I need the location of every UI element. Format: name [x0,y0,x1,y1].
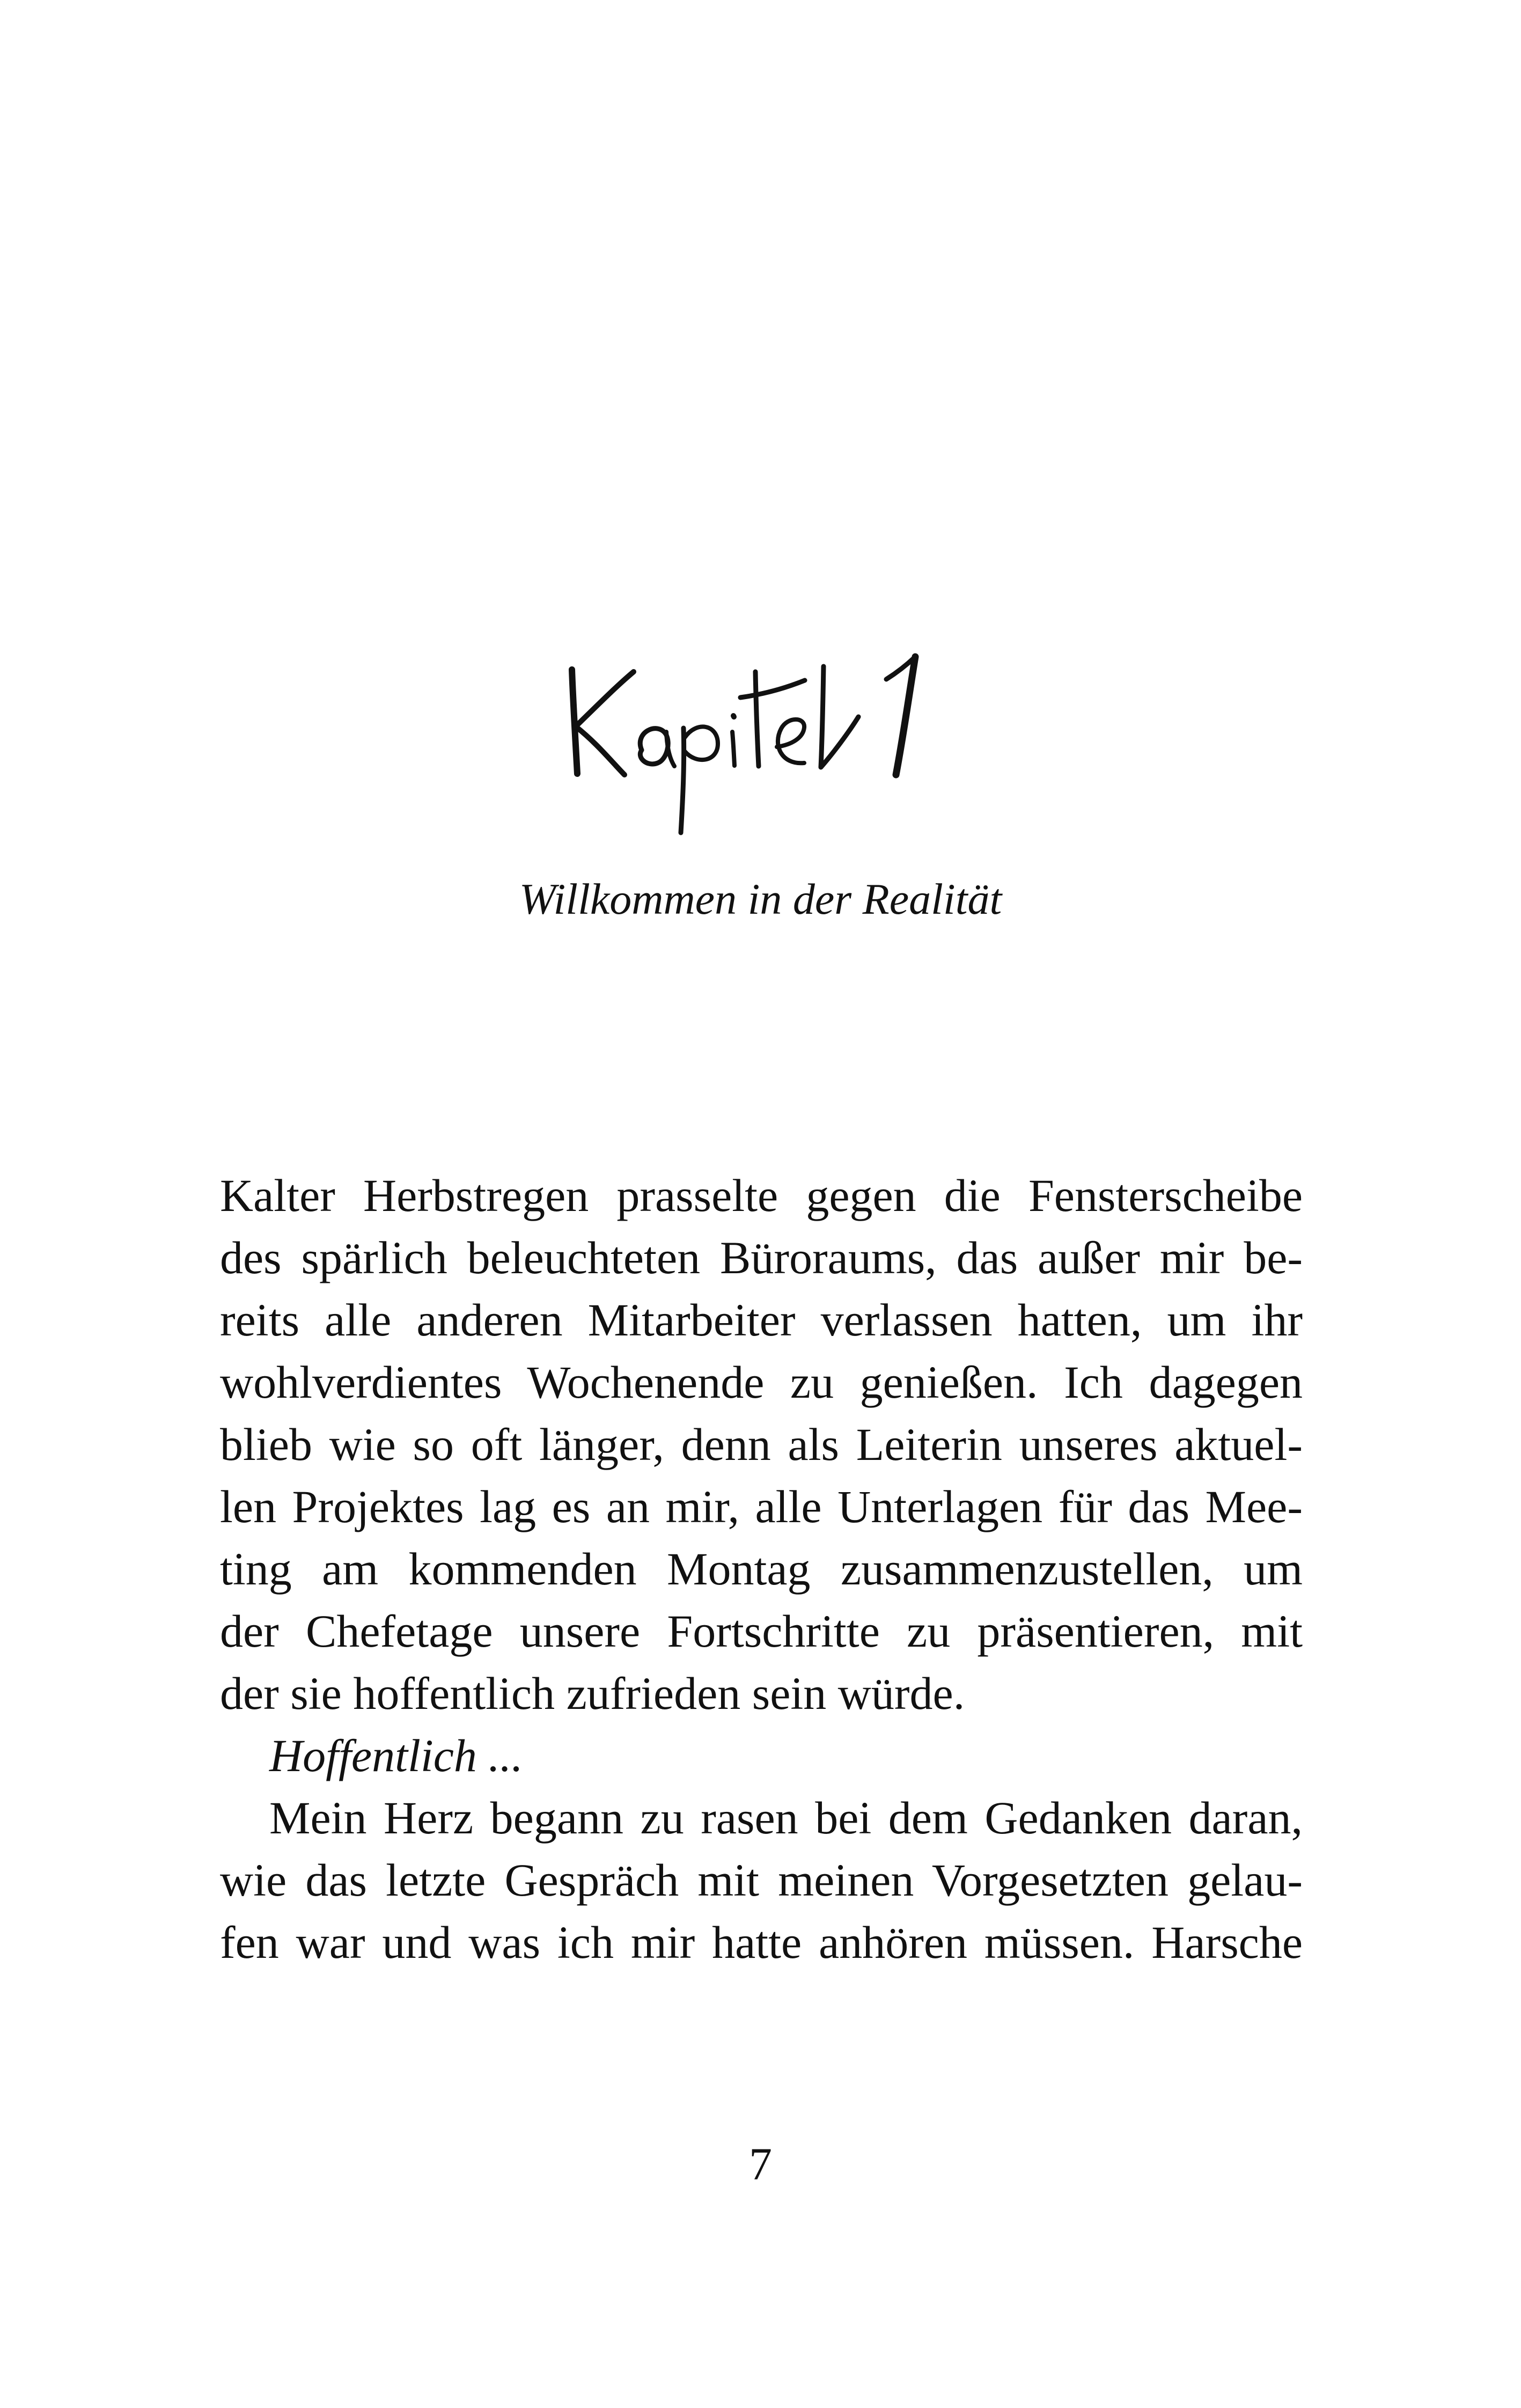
body-line: blieb wie so oft länger, denn als Leiterin unseres aktuel- [220,1419,1303,1470]
body-line: wohlverdientes Wochenende zu genießen. Ich dagegen [220,1356,1303,1408]
body-line: der Chefetage unsere Fortschritte zu präsentieren, mit [220,1605,1303,1657]
body-line: reits alle anderen Mitarbeiter verlassen hatten, um ihr [220,1294,1303,1346]
chapter-heading-script-lettering [557,622,965,848]
body-line: fen war und was ich mir hatte anhören müssen. Harsche [220,1917,1303,1968]
body-line: Mein Herz begann zu rasen bei dem Gedanken daran, [269,1792,1303,1844]
body-line: der sie hoffentlich zufrieden sein würde. [220,1668,965,1719]
body-line: len Projektes lag es an mir, alle Unterlagen für das Mee- [220,1481,1303,1532]
chapter-heading [0,622,1521,848]
body-line-italic: Hoffentlich ... [269,1730,523,1781]
body-text [220,1164,1303,1973]
body-line: Kalter Herbstregen prasselte gegen die Fensterscheibe [220,1170,1303,1221]
body-line: wie das letzte Gespräch mit meinen Vorgesetzten gelau- [220,1854,1303,1906]
body-line: des spärlich beleuchteten Büroraums, das außer mir be- [220,1232,1303,1283]
page-number: 7 [749,2138,772,2190]
chapter-subtitle: Willkommen in der Realität [519,875,1002,923]
body-line: ting am kommenden Montag zusammenzustellen, um [220,1543,1303,1595]
